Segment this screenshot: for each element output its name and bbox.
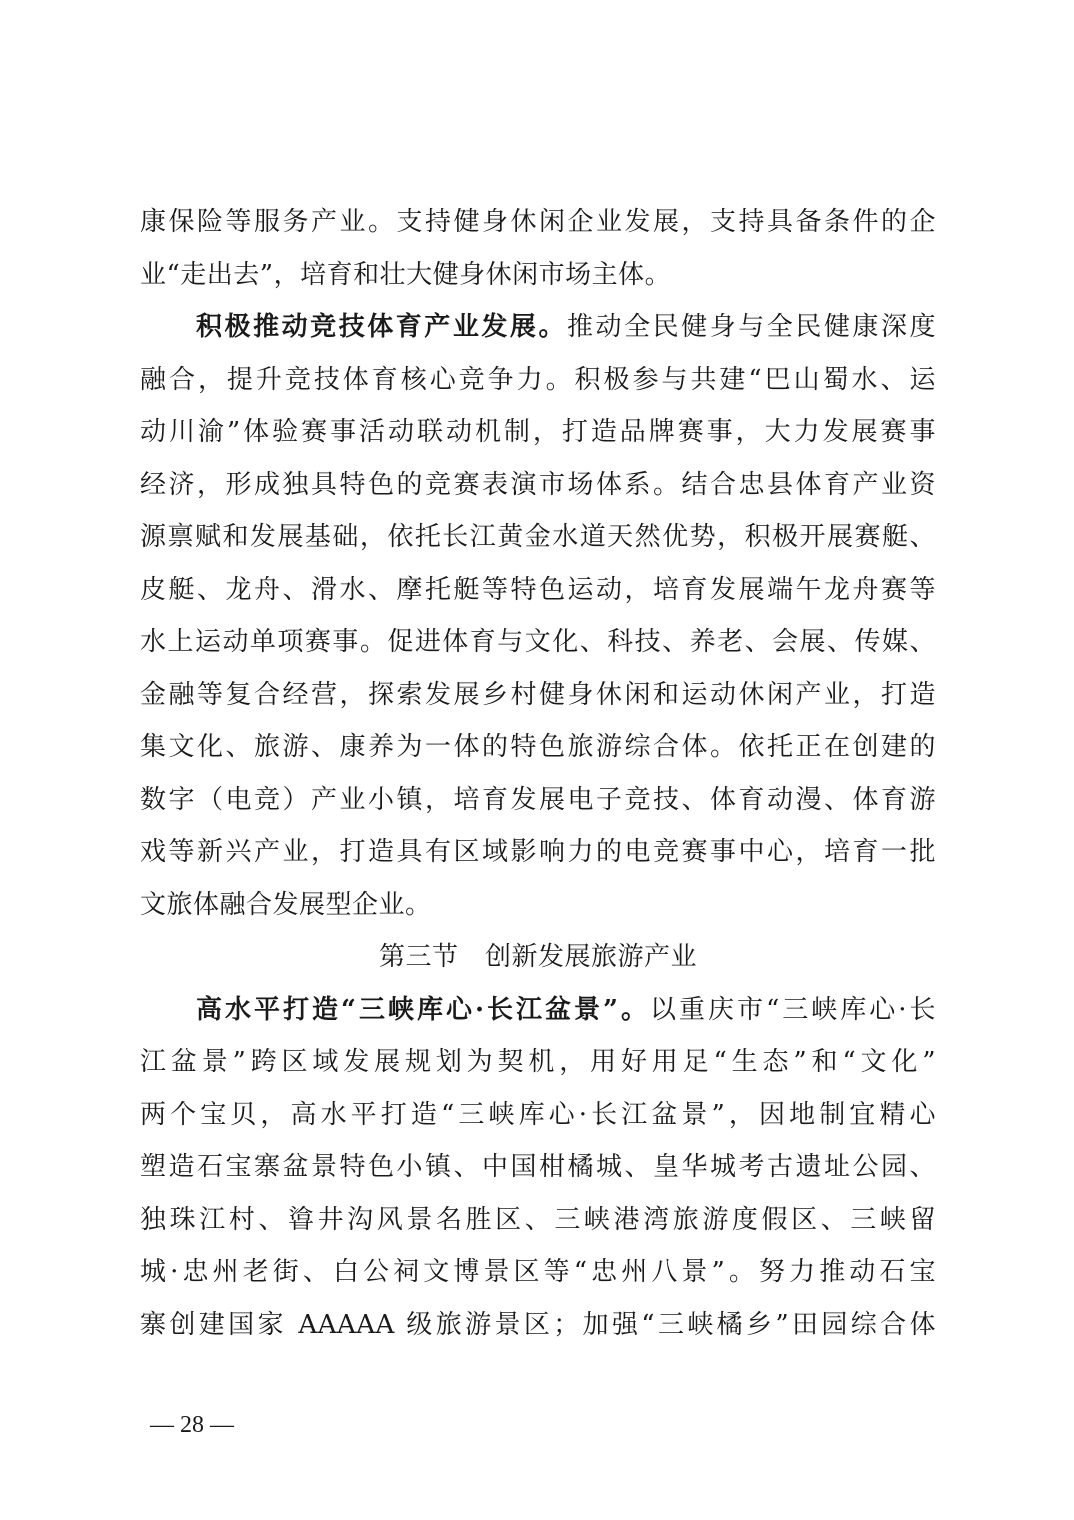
- text-line: 寨创建国家 AAAAA 级旅游景区；加强“三峡橘乡”田园综合体: [140, 1309, 936, 1340]
- text-line: 数字（电竞）产业小镇，培育发展电子竞技、体育动漫、体育游: [140, 784, 936, 815]
- text-line: 塑造石宝寨盆景特色小镇、中国柑橘城、皇华城考古遗址公园、: [140, 1152, 936, 1182]
- text-line: 康保险等服务产业。支持健身休闲企业发展，支持具备条件的企: [140, 207, 936, 237]
- document-body: [140, 196, 936, 1351]
- section-heading: 第三节 创新发展旅游产业: [378, 942, 697, 972]
- paragraph-lead-heading: 积极推动竞技体育产业发展。: [196, 312, 568, 342]
- text-line: 文旅体融合发展型企业。: [140, 889, 432, 920]
- text-line: 集文化、旅游、康养为一体的特色旅游综合体。依托正在创建的: [140, 732, 936, 762]
- text-line: 江盆景”跨区域发展规划为契机，用好用足“生态”和“文化”: [140, 1047, 936, 1077]
- text-fragment: 推动全民健身与全民健康深度: [567, 312, 936, 342]
- page-number: — 28 —: [150, 1412, 234, 1438]
- paragraph-lead-line: [140, 984, 936, 1037]
- text-line: 源禀赋和发展基础，依托长江黄金水道天然优势，积极开展赛艇、: [140, 522, 936, 552]
- paragraph-lead-heading: 高水平打造“三峡库心·长江盆景”。: [196, 994, 650, 1025]
- text-line: 动川渝”体验赛事活动联动机制，打造品牌赛事，大力发展赛事: [140, 417, 936, 447]
- text-line: 独珠江村、㽏井沟风景名胜区、三峡港湾旅游度假区、三峡留: [140, 1204, 936, 1235]
- text-fragment: 以重庆市“三峡库心·长: [649, 994, 936, 1025]
- text-line: 业“走出去”，培育和壮大健身休闲市场主体。: [140, 259, 672, 290]
- text-line: 戏等新兴产业，打造具有区域影响力的电竞赛事中心，培育一批: [140, 837, 936, 867]
- paragraph-lead-line: [140, 301, 936, 354]
- text-line: 皮艇、龙舟、滑水、摩托艇等特色运动，培育发展端午龙舟赛等: [140, 574, 936, 605]
- text-line: 水上运动单项赛事。促进体育与文化、科技、养老、会展、传媒、: [140, 627, 936, 657]
- text-line: 融合，提升竞技体育核心竞争力。积极参与共建“巴山蜀水、运: [140, 364, 936, 395]
- text-line: 城·忠州老街、白公祠文博景区等“忠州八景”。努力推动石宝: [140, 1257, 936, 1287]
- text-line: 两个宝贝，高水平打造“三峡库心·长江盆景”，因地制宜精心: [140, 1099, 936, 1130]
- text-line: 金融等复合经营，探索发展乡村健身休闲和运动休闲产业，打造: [140, 679, 936, 710]
- text-line: 经济，形成独具特色的竞赛表演市场体系。结合忠县体育产业资: [140, 469, 936, 500]
